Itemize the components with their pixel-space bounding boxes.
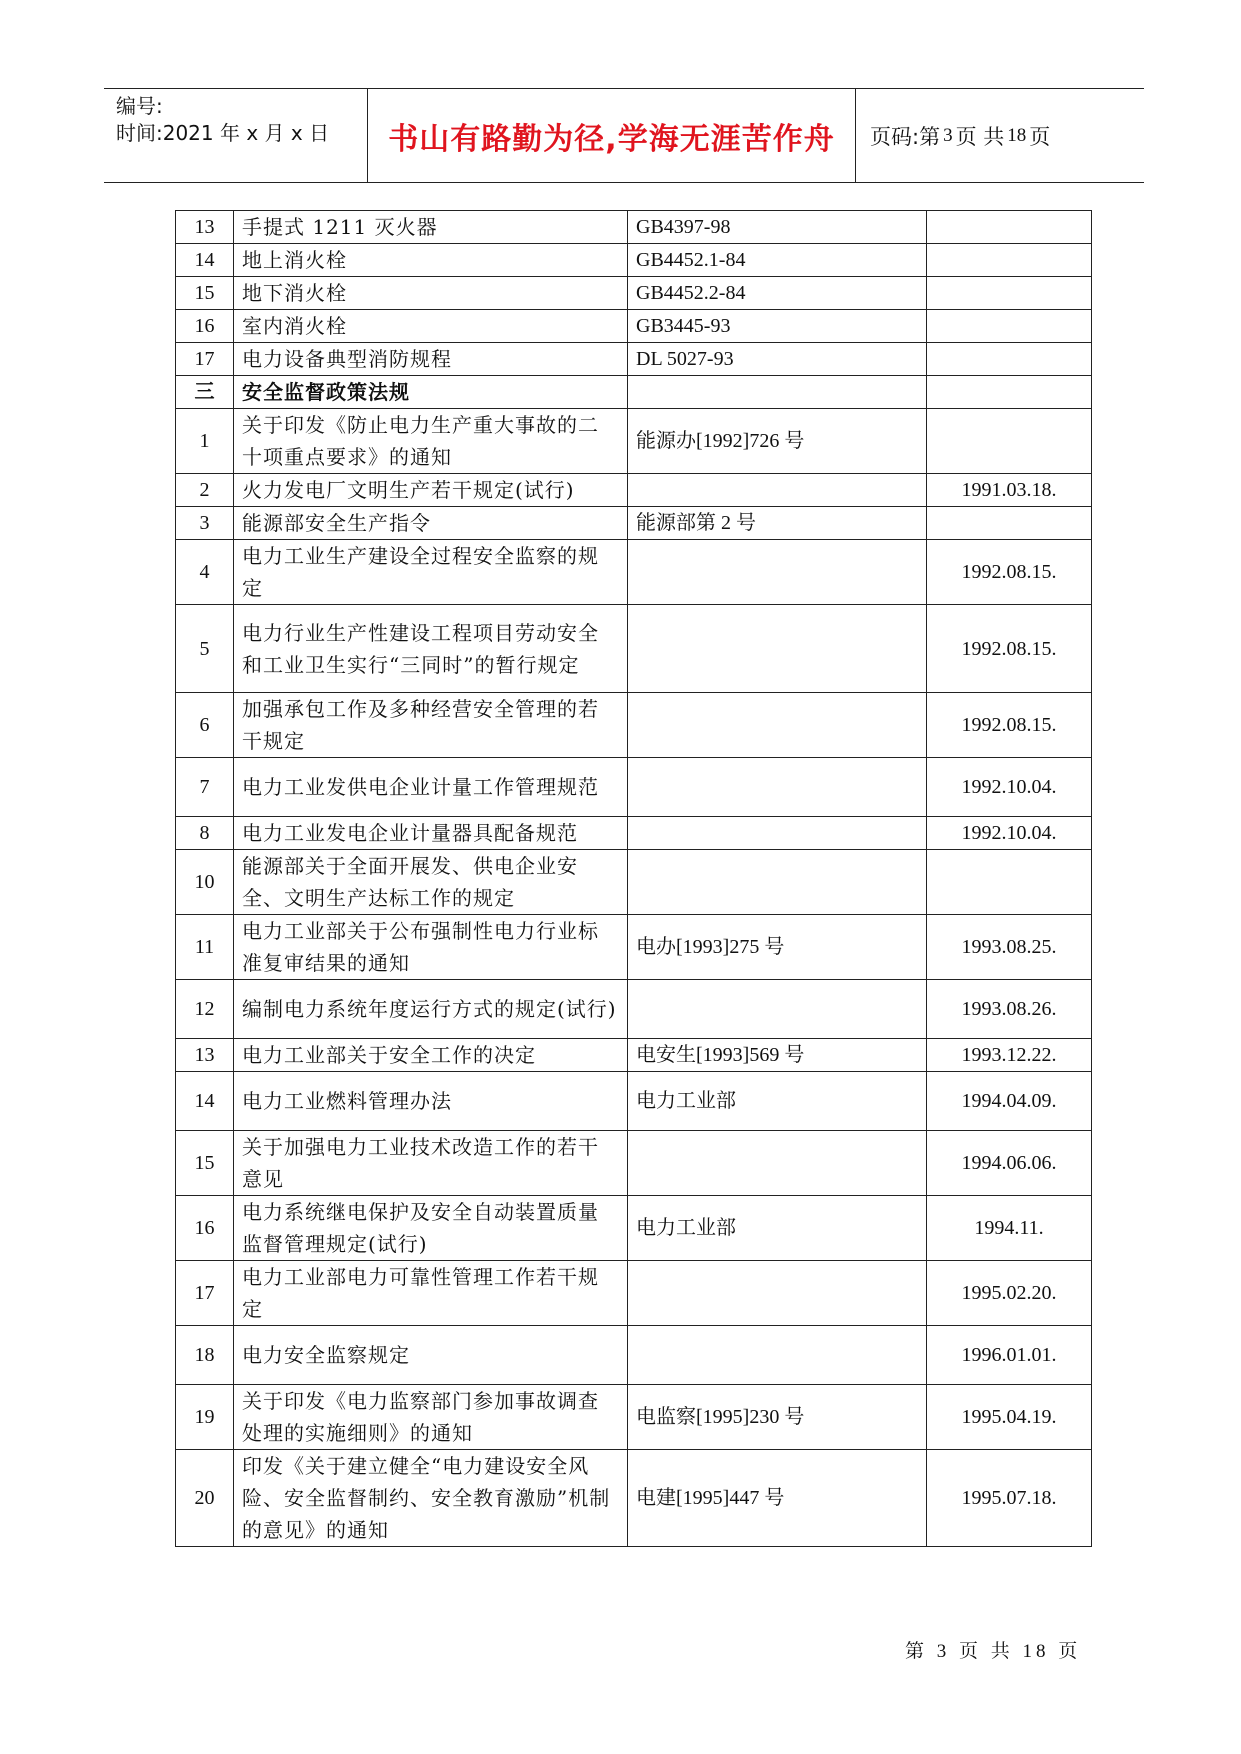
regulation-name: 安全监督政策法规 xyxy=(234,376,628,409)
issue-date: 1994.11. xyxy=(927,1196,1092,1261)
document-code: GB4397-98 xyxy=(628,211,927,244)
document-code: 电办[1993]275 号 xyxy=(628,915,927,980)
row-number: 15 xyxy=(176,1131,234,1196)
issue-date: 1995.04.19. xyxy=(927,1385,1092,1450)
regulation-name: 火力发电厂文明生产若干规定(试行) xyxy=(234,474,628,507)
document-code: 电建[1995]447 号 xyxy=(628,1450,927,1547)
table-row xyxy=(176,540,1092,605)
document-code xyxy=(628,693,927,758)
issue-date xyxy=(927,211,1092,244)
regulation-name: 能源部关于全面开展发、供电企业安全、文明生产达标工作的规定 xyxy=(234,850,628,915)
header-page-indicator xyxy=(856,89,1144,182)
regulation-name: 电力安全监察规定 xyxy=(234,1326,628,1385)
regulation-name: 关于加强电力工业技术改造工作的若干意见 xyxy=(234,1131,628,1196)
regulation-name: 编制电力系统年度运行方式的规定(试行) xyxy=(234,980,628,1039)
row-number: 12 xyxy=(176,980,234,1039)
row-number: 17 xyxy=(176,343,234,376)
document-code: GB4452.1-84 xyxy=(628,244,927,277)
document-code xyxy=(628,758,927,817)
row-number: 19 xyxy=(176,1385,234,1450)
row-number: 三 xyxy=(176,376,234,409)
row-number: 13 xyxy=(176,211,234,244)
table-row xyxy=(176,1385,1092,1450)
regulation-name: 关于印发《防止电力生产重大事故的二十项重点要求》的通知 xyxy=(234,409,628,474)
regulation-name: 电力工业发电企业计量器具配备规范 xyxy=(234,817,628,850)
table-row xyxy=(176,1326,1092,1385)
issue-date: 1994.06.06. xyxy=(927,1131,1092,1196)
document-time-label: 时间:2021 年 x 月 x 日 xyxy=(116,121,330,145)
issue-date: 1992.08.15. xyxy=(927,693,1092,758)
table-row xyxy=(176,1261,1092,1326)
regulation-name: 电力系统继电保护及安全自动装置质量监督管理规定(试行) xyxy=(234,1196,628,1261)
regulation-name: 能源部安全生产指令 xyxy=(234,507,628,540)
regulation-name: 电力设备典型消防规程 xyxy=(234,343,628,376)
page-total: 18 xyxy=(1007,124,1027,146)
regulation-name: 电力工业发供电企业计量工作管理规范 xyxy=(234,758,628,817)
issue-date: 1994.04.09. xyxy=(927,1072,1092,1131)
table-row xyxy=(176,244,1092,277)
issue-date xyxy=(927,310,1092,343)
document-code: GB4452.2-84 xyxy=(628,277,927,310)
row-number: 10 xyxy=(176,850,234,915)
issue-date: 1993.08.26. xyxy=(927,980,1092,1039)
document-code xyxy=(628,376,927,409)
table-row xyxy=(176,1196,1092,1261)
issue-date: 1992.10.04. xyxy=(927,817,1092,850)
page-prefix: 页码:第 xyxy=(870,124,941,149)
row-number: 5 xyxy=(176,605,234,693)
regulation-name: 电力行业生产性建设工程项目劳动安全和工业卫生实行“三同时”的暂行规定 xyxy=(234,605,628,693)
issue-date: 1995.02.20. xyxy=(927,1261,1092,1326)
row-number: 14 xyxy=(176,244,234,277)
document-code: 能源办[1992]726 号 xyxy=(628,409,927,474)
document-code xyxy=(628,605,927,693)
issue-date xyxy=(927,507,1092,540)
row-number: 4 xyxy=(176,540,234,605)
table-row xyxy=(176,758,1092,817)
regulation-name: 地上消火栓 xyxy=(234,244,628,277)
document-code: 电监察[1995]230 号 xyxy=(628,1385,927,1450)
document-code: 电安生[1993]569 号 xyxy=(628,1039,927,1072)
issue-date: 1992.08.15. xyxy=(927,605,1092,693)
issue-date: 1993.12.22. xyxy=(927,1039,1092,1072)
table-row xyxy=(176,817,1092,850)
regulation-name: 电力工业部关于安全工作的决定 xyxy=(234,1039,628,1072)
header-motto: 书山有路勤为径,学海无涯苦作舟 xyxy=(368,89,856,182)
issue-date: 1995.07.18. xyxy=(927,1450,1092,1547)
row-number: 18 xyxy=(176,1326,234,1385)
table-row xyxy=(176,1039,1092,1072)
document-code: 电力工业部 xyxy=(628,1196,927,1261)
table-row xyxy=(176,1072,1092,1131)
document-code: 电力工业部 xyxy=(628,1072,927,1131)
issue-date xyxy=(927,850,1092,915)
row-number: 8 xyxy=(176,817,234,850)
document-code: 能源部第 2 号 xyxy=(628,507,927,540)
document-code xyxy=(628,817,927,850)
row-number: 14 xyxy=(176,1072,234,1131)
document-code: DL 5027-93 xyxy=(628,343,927,376)
row-number: 16 xyxy=(176,310,234,343)
table-row xyxy=(176,693,1092,758)
row-number: 1 xyxy=(176,409,234,474)
issue-date: 1993.08.25. xyxy=(927,915,1092,980)
issue-date: 1996.01.01. xyxy=(927,1326,1092,1385)
page-header xyxy=(104,88,1144,183)
page-footer: 第 3 页 共 18 页 xyxy=(905,1641,1082,1662)
row-number: 11 xyxy=(176,915,234,980)
document-code xyxy=(628,1131,927,1196)
row-number: 13 xyxy=(176,1039,234,1072)
regulation-name: 地下消火栓 xyxy=(234,277,628,310)
section-row xyxy=(176,376,1092,409)
document-code xyxy=(628,540,927,605)
issue-date: 1992.08.15. xyxy=(927,540,1092,605)
regulations-table xyxy=(175,210,1092,1547)
table-row xyxy=(176,277,1092,310)
table-row xyxy=(176,850,1092,915)
row-number: 2 xyxy=(176,474,234,507)
table-row xyxy=(176,409,1092,474)
issue-date xyxy=(927,244,1092,277)
issue-date: 1991.03.18. xyxy=(927,474,1092,507)
document-code xyxy=(628,980,927,1039)
table-row xyxy=(176,1131,1092,1196)
issue-date xyxy=(927,409,1092,474)
table-row xyxy=(176,310,1092,343)
issue-date: 1992.10.04. xyxy=(927,758,1092,817)
document-code xyxy=(628,850,927,915)
table-row xyxy=(176,980,1092,1039)
table-row xyxy=(176,343,1092,376)
document-number-label: 编号: xyxy=(116,94,163,118)
row-number: 15 xyxy=(176,277,234,310)
table-row xyxy=(176,605,1092,693)
regulations-table-body xyxy=(176,211,1092,1547)
regulation-name: 电力工业部电力可靠性管理工作若干规定 xyxy=(234,1261,628,1326)
regulation-name: 印发《关于建立健全“电力建设安全风险、安全监督制约、安全教育激励”机制的意见》的通知 xyxy=(234,1450,628,1547)
table-row xyxy=(176,507,1092,540)
header-meta xyxy=(104,89,368,182)
table-row xyxy=(176,1450,1092,1547)
issue-date xyxy=(927,376,1092,409)
table-row xyxy=(176,915,1092,980)
row-number: 20 xyxy=(176,1450,234,1547)
document-code xyxy=(628,1326,927,1385)
row-number: 3 xyxy=(176,507,234,540)
regulation-name: 电力工业燃料管理办法 xyxy=(234,1072,628,1131)
document-code: GB3445-93 xyxy=(628,310,927,343)
row-number: 17 xyxy=(176,1261,234,1326)
table-row xyxy=(176,211,1092,244)
document-code xyxy=(628,474,927,507)
regulation-name: 室内消火栓 xyxy=(234,310,628,343)
row-number: 16 xyxy=(176,1196,234,1261)
regulation-name: 电力工业部关于公布强制性电力行业标准复审结果的通知 xyxy=(234,915,628,980)
page-current: 3 xyxy=(943,124,953,146)
table-row xyxy=(176,474,1092,507)
issue-date xyxy=(927,277,1092,310)
page-suffix: 页 xyxy=(1029,124,1051,149)
regulation-name: 加强承包工作及多种经营安全管理的若干规定 xyxy=(234,693,628,758)
row-number: 6 xyxy=(176,693,234,758)
regulation-name: 手提式 1211 灭火器 xyxy=(234,211,628,244)
issue-date xyxy=(927,343,1092,376)
page-mid: 页 共 xyxy=(955,124,1005,149)
row-number: 7 xyxy=(176,758,234,817)
document-code xyxy=(628,1261,927,1326)
regulation-name: 电力工业生产建设全过程安全监察的规定 xyxy=(234,540,628,605)
regulation-name: 关于印发《电力监察部门参加事故调查处理的实施细则》的通知 xyxy=(234,1385,628,1450)
